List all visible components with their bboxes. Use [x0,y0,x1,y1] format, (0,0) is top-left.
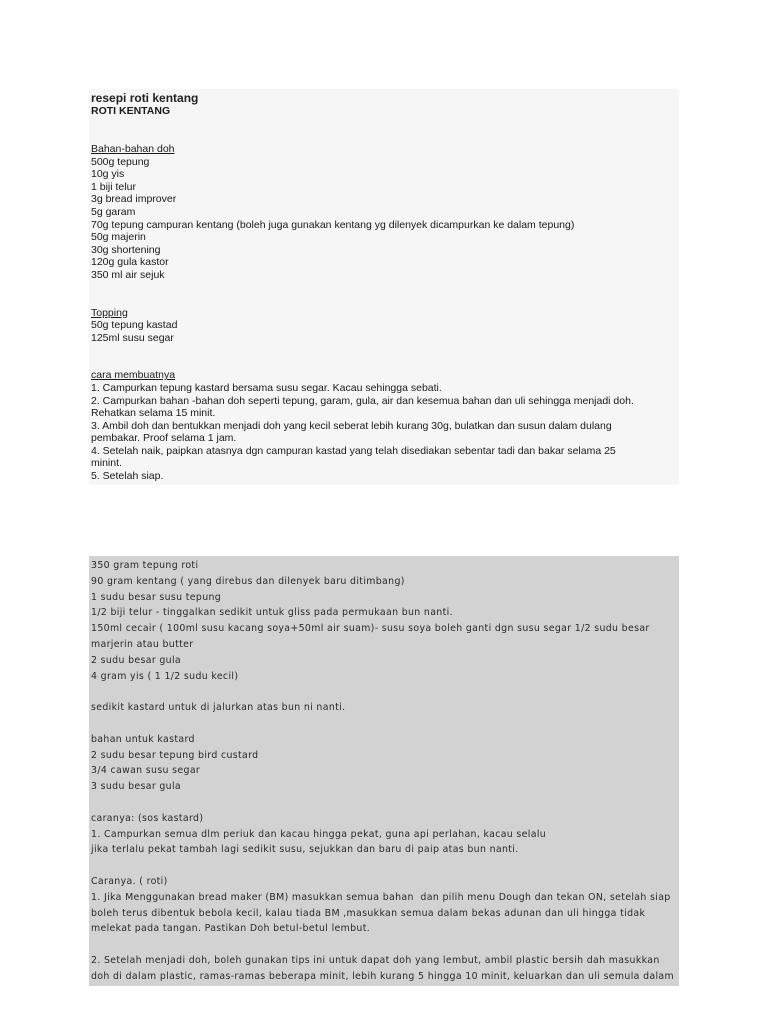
cara-step: 5. Setelah siap. [91,470,164,483]
bahan-item: 120g gula kastor [91,256,169,269]
kastard-line: 3/4 cawan susu segar [91,765,201,777]
ingredient-line: 90 gram kentang ( yang direbus dan dilenyek baru ditimbang) [91,575,405,587]
roti-step: 1. Jika Menggunakan bread maker (BM) masukkan semua bahan dan pilih menu Dough dan tekan ON, setelah siap [91,891,671,903]
ingredient-line: 1 sudu besar susu tepung [91,591,222,603]
cara-step: 1. Campurkan tepung kastard bersama susu segar. Kacau sehingga sebati. [91,381,442,394]
roti-step: boleh terus dibentuk bebola kecil, kalau tiada BM ,masukkan semua dalam bekas adunan dan uli hingga tidak [91,907,646,919]
kastard-note: sedikit kastard untuk di jalurkan atas bun ni nanti. [91,702,346,714]
bahan-item: 3g bread improver [91,193,177,206]
recipe-two-block [89,556,679,986]
ingredient-line: 1/2 biji telur - tinggalkan sedikit untuk gliss pada permukaan bun nanti. [91,607,453,619]
cara-step: 2. Campurkan bahan -bahan doh seperti tepung, garam, gula, air dan kesemua bahan dan uli sehingga menjadi doh. [91,394,634,407]
sos-step: jika terlalu pekat tambah lagi sedikit susu, sejukkan dan baru di paip atas bun nanti. [91,844,519,856]
roti-step: doh di dalam plastic, ramas-ramas beberapa minit, lebih kurang 5 hingga 10 minit, keluarkan dan uli semula dalam [91,970,675,982]
sos-step: 1. Campurkan semua dlm periuk dan kacau hingga pekat, guna api perlahan, kacau selalu [91,828,547,840]
recipe-one-block [89,89,679,485]
roti-step: 2. Setelah menjadi doh, boleh gunakan tips ini untuk dapat doh yang lembut, ambil plastic bersih dah masukkan [91,954,660,966]
kastard-line: 2 sudu besar tepung bird custard [91,749,259,761]
kastard-line: bahan untuk kastard [91,733,195,745]
bahan-item: 50g majerin [91,231,146,244]
cara-step: 3. Ambil doh dan bentukkan menjadi doh yang kecil seberat lebih kurang 30g, bulatkan dan susun dalam dulang [91,419,612,432]
kastard-line: 3 sudu besar gula [91,781,182,793]
ingredient-line: 2 sudu besar gula [91,654,182,666]
ingredient-line: marjerin atau butter [91,638,194,650]
bahan-item: 5g garam [91,205,136,218]
ingredient-line: 4 gram yis ( 1 1/2 sudu kecil) [91,670,239,682]
bahan-item: 10g yis [91,168,125,181]
bahan-item: 70g tepung campuran kentang (boleh juga gunakan kentang yg dilenyek dicampurkan ke dalam tepung) [91,218,575,231]
roti-step: melekat pada tangan. Pastikan Doh betul-betul lembut. [91,923,371,935]
topping-item: 125ml susu segar [91,331,174,344]
recipe-subtitle: ROTI KENTANG [91,105,171,117]
ingredient-line: 150ml cecair ( 100ml susu kacang soya+50ml air suam)- susu soya boleh ganti dgn susu segar 1/2 sudu besar [91,623,650,635]
bahan-item: 500g tepung [91,155,150,168]
recipe-title: resepi roti kentang [91,91,199,105]
ingredient-line: 350 gram tepung roti [91,560,199,571]
bahan-item: 1 biji telur [91,180,136,193]
cara-step: Rehatkan selama 15 minit. [91,407,216,420]
sos-step: caranya: (sos kastard) [91,812,204,824]
topping-heading: Topping [91,306,128,319]
bahan-item: 350 ml air sejuk [91,268,165,281]
cara-heading: cara membuatnya [91,369,176,382]
bahan-item: 30g shortening [91,243,161,256]
cara-step: pembakar. Proof selama 1 jam. [91,432,237,445]
roti-step: Caranya. ( roti) [91,875,168,887]
cara-step: 4. Setelah naik, paipkan atasnya dgn campuran kastad yang telah disediakan sebentar tadi dan bakar selama 25 [91,444,616,457]
cara-step: minint. [91,457,122,470]
bahan-heading: Bahan-bahan doh [91,143,175,155]
topping-item: 50g tepung kastad [91,319,178,332]
